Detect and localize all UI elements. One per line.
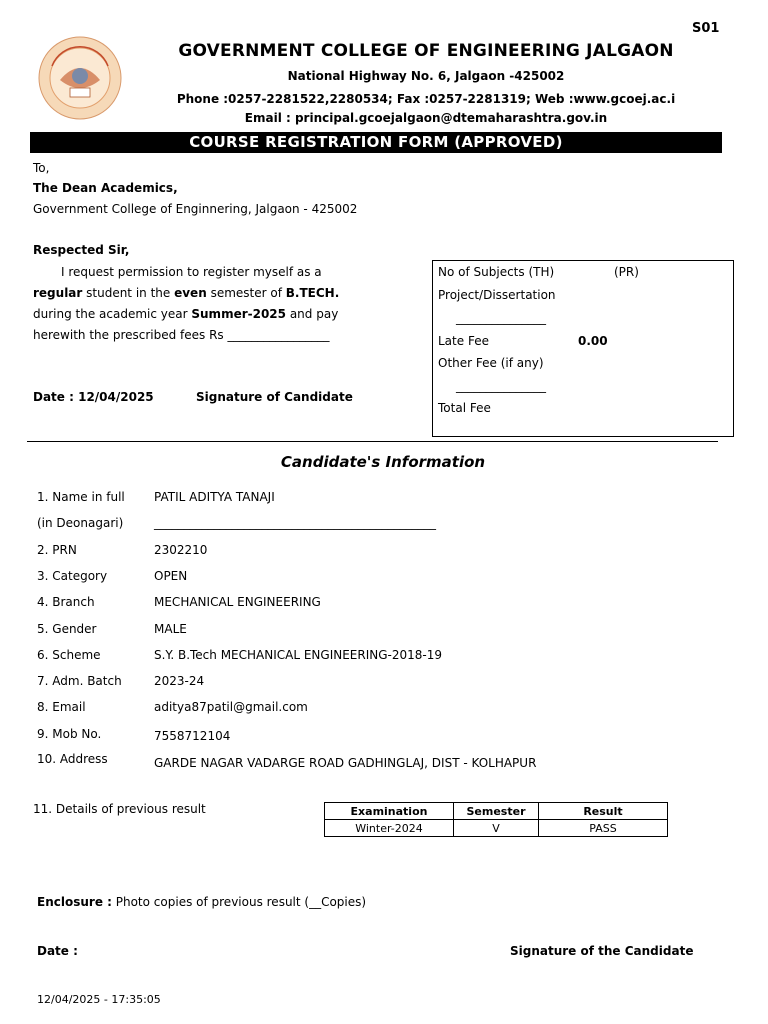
fee-subjects-th: No of Subjects (TH) [438, 265, 555, 279]
enclosure-line: Enclosure : Photo copies of previous result (__Copies) [37, 895, 367, 909]
college-address: National Highway No. 6, Jalgaon -425002 [287, 69, 565, 83]
field-value-prn: 2302210 [154, 543, 208, 557]
field-label: 8. Email [37, 700, 86, 714]
field-label: 5. Gender [37, 622, 97, 636]
college-email: Email : principal.gcoejalgaon@dtemaharashtra.gov.in [244, 111, 608, 125]
print-timestamp: 12/04/2025 - 17:35:05 [37, 993, 161, 1006]
letter-signature: Signature of Candidate [196, 390, 353, 404]
table-cell: Winter-2024 [325, 820, 454, 837]
field-value-gender: MALE [154, 622, 187, 636]
field-label: 7. Adm. Batch [37, 674, 122, 688]
table-header: Result [539, 803, 668, 820]
college-contact: Phone :0257-2281522,2280534; Fax :0257-2281319; Web :www.gcoej.ac.i [176, 92, 676, 106]
form-title-banner: COURSE REGISTRATION FORM (APPROVED) [30, 132, 722, 153]
letter-line-3: during the academic year Summer-2025 and pay [33, 307, 339, 321]
fee-blank-1: _______________ [456, 311, 546, 325]
letter-line-2: regular student in the even semester of B.TECH. [33, 286, 340, 300]
fee-total: Total Fee [438, 401, 491, 415]
table-cell: PASS [539, 820, 668, 837]
footer-signature: Signature of the Candidate [510, 944, 694, 958]
field-label: (in Deonagari) [37, 516, 124, 530]
field-value-category: OPEN [154, 569, 188, 583]
field-label: 4. Branch [37, 595, 95, 609]
college-name: GOVERNMENT COLLEGE OF ENGINEERING JALGAON [178, 41, 674, 61]
fee-other: Other Fee (if any) [438, 356, 544, 370]
letter-date: Date : 12/04/2025 [33, 390, 154, 404]
field-value-address: GARDE NAGAR VADARGE ROAD GADHINGLAJ, DIST - KOLHAPUR [154, 756, 537, 770]
table-header: Examination [325, 803, 454, 820]
field-label: 3. Category [37, 569, 108, 583]
field-label: 1. Name in full [37, 490, 125, 504]
fee-project: Project/Dissertation [438, 288, 556, 302]
fee-blank-2: _______________ [456, 379, 546, 393]
field-value-branch: MECHANICAL ENGINEERING [154, 595, 321, 609]
field-value-mobile: 7558712104 [154, 729, 231, 743]
field-value-batch: 2023-24 [154, 674, 205, 688]
letter-line-4: herewith the prescribed fees Rs _________________ [33, 328, 330, 342]
table-row [325, 820, 668, 837]
footer-date: Date : [37, 944, 78, 958]
candidate-section-title: Candidate's Information [280, 453, 486, 471]
letter-line-1: I request permission to register myself as a [61, 265, 322, 279]
field-value-name: PATIL ADITYA TANAJI [154, 490, 275, 504]
table-header-row [325, 803, 668, 820]
field-value-email: aditya87patil@gmail.com [154, 700, 308, 714]
form-code: S01 [692, 21, 720, 36]
letter-to: To, [33, 161, 50, 175]
letter-salutation: Respected Sir, [33, 243, 130, 257]
fee-late-label: Late Fee [438, 334, 489, 348]
field-label: 6. Scheme [37, 648, 101, 662]
field-label: 9. Mob No. [37, 727, 102, 741]
prev-result-label: 11. Details of previous result [33, 802, 206, 816]
field-value-scheme: S.Y. B.Tech MECHANICAL ENGINEERING-2018-19 [154, 648, 443, 662]
field-label: 2. PRN [37, 543, 77, 557]
letter-addressee-org: Government College of Enginnering, Jalgaon - 425002 [33, 202, 358, 216]
fee-late-value: 0.00 [578, 334, 608, 348]
letter-addressee: The Dean Academics, [33, 181, 178, 195]
previous-result-table [324, 802, 668, 837]
fee-subjects-pr: (PR) [614, 265, 639, 279]
section-divider [27, 441, 718, 442]
table-header: Semester [454, 803, 539, 820]
field-value-deonagari: _______________________________________________ [154, 516, 436, 530]
field-label: 10. Address [37, 752, 108, 766]
table-cell: V [454, 820, 539, 837]
